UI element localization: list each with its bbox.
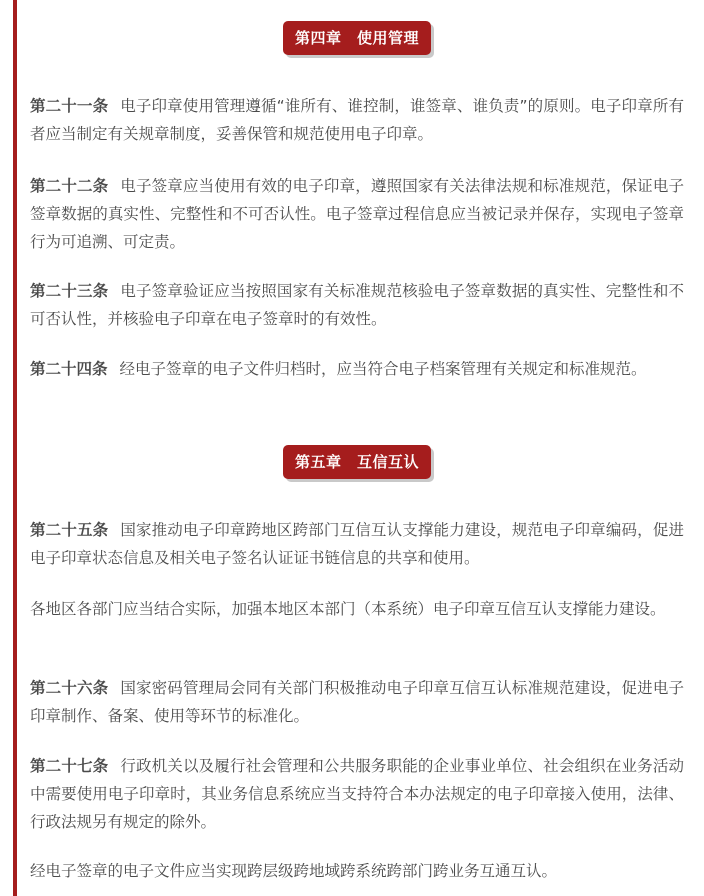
article-number: 第二十一条 xyxy=(30,97,109,115)
article-text: 行政机关以及履行社会管理和公共服务职能的企业事业单位、社会组织在业务活动中需要使用电子印章时，其业务信息系统应当支持符合本办法规定的电子印章接入使用，法律、行政法规另有规定的除外。 xyxy=(30,757,684,831)
article-27 xyxy=(30,752,684,836)
article-27-paragraph-2 xyxy=(30,857,684,885)
article-text: 电子签章应当使用有效的电子印章，遵照国家有关法律法规和标准规范，保证电子签章数据的真实性、完整性和不可否认性。电子签章过程信息应当被记录并保存，实现电子签章行为可追溯、可定责。 xyxy=(30,177,684,251)
article-number: 第二十七条 xyxy=(30,757,109,775)
chapter-badge: 第五章 互信互认 xyxy=(283,445,431,479)
chapter-badge: 第四章 使用管理 xyxy=(283,21,431,55)
article-25 xyxy=(30,516,684,572)
article-text: 各地区各部门应当结合实际，加强本地区本部门（本系统）电子印章互信互认支撑能力建设。 xyxy=(30,600,666,618)
article-text: 国家密码管理局会同有关部门积极推动电子印章互信互认标准规范建设，促进电子印章制作、备案、使用等环节的标准化。 xyxy=(30,679,684,725)
article-number: 第二十四条 xyxy=(30,360,108,378)
article-number: 第二十三条 xyxy=(30,282,109,300)
chapter-heading-5 xyxy=(30,445,684,479)
article-number: 第二十五条 xyxy=(30,521,109,539)
article-text: 经电子签章的电子文件归档时，应当符合电子档案管理有关规定和标准规范。 xyxy=(119,360,647,378)
chapter-heading-4 xyxy=(30,21,684,55)
article-25-paragraph-2 xyxy=(30,595,684,623)
left-accent-bar xyxy=(13,0,17,896)
article-text: 电子签章验证应当按照国家有关标准规范核验电子签章数据的真实性、完整性和不可否认性，并核验电子印章在电子签章时的有效性。 xyxy=(30,282,684,328)
article-21 xyxy=(30,92,684,148)
article-26 xyxy=(30,674,684,730)
article-number: 第二十六条 xyxy=(30,679,109,697)
article-23 xyxy=(30,277,684,333)
article-text: 电子印章使用管理遵循“谁所有、谁控制，谁签章、谁负责”的原则。电子印章所有者应当制定有关规章制度，妥善保管和规范使用电子印章。 xyxy=(30,97,684,143)
article-text: 国家推动电子印章跨地区跨部门互信互认支撑能力建设，规范电子印章编码，促进电子印章状态信息及相关电子签名认证证书链信息的共享和使用。 xyxy=(30,521,684,567)
article-number: 第二十二条 xyxy=(30,177,109,195)
article-24 xyxy=(30,355,684,383)
article-text: 经电子签章的电子文件应当实现跨层级跨地域跨系统跨部门跨业务互通互认。 xyxy=(30,862,558,880)
article-22 xyxy=(30,172,684,256)
